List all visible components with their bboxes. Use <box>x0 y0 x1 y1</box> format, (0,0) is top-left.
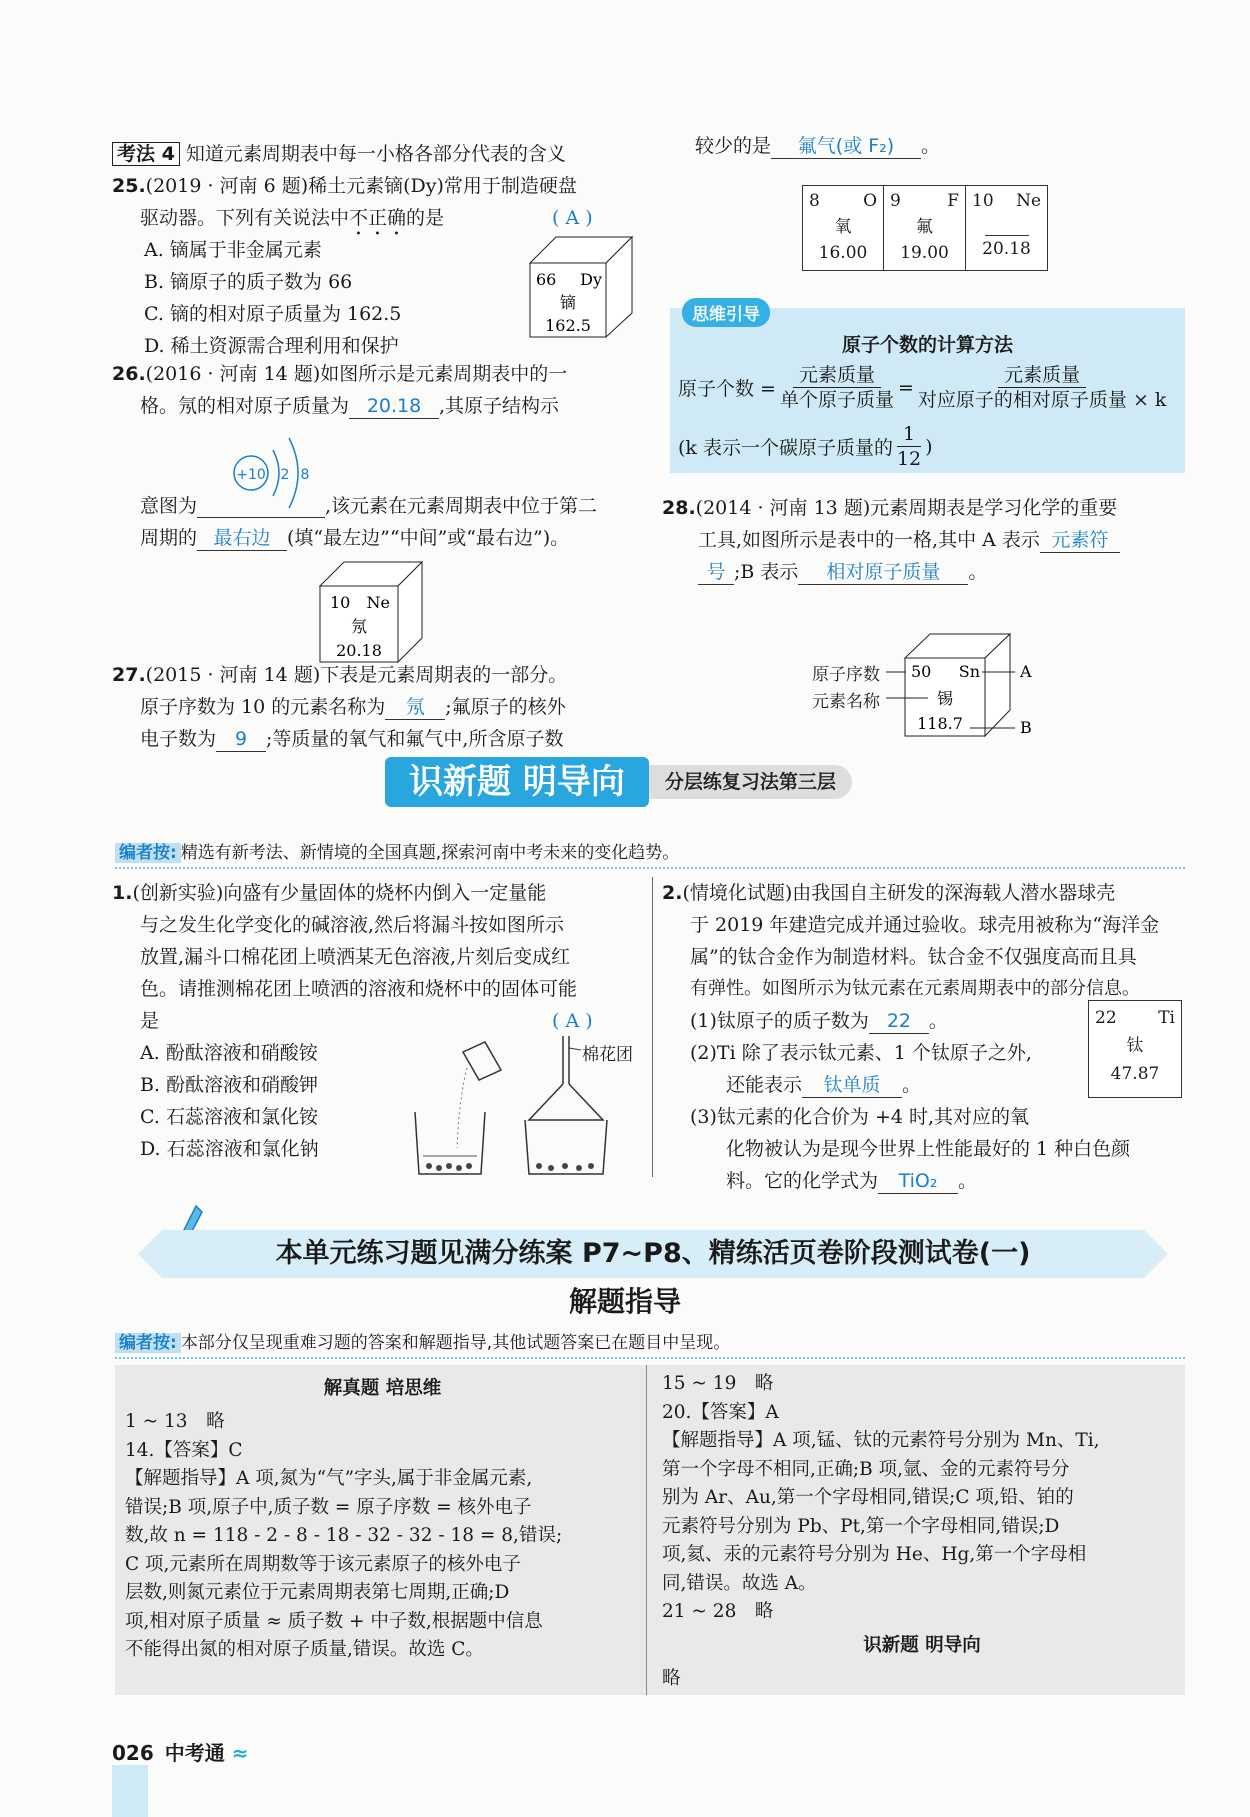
guide-line: 20.【答案】A <box>662 1401 779 1423</box>
equals-sign: = <box>897 376 914 399</box>
guide-title: 原子个数的计算方法 <box>841 334 1013 356</box>
cell-name: 镝 <box>559 293 577 312</box>
guide-right <box>662 1370 1182 1693</box>
answer-blank: 9 <box>216 727 266 752</box>
question-text: 工具,如图所示是表中的一格,其中 A 表示 <box>698 529 1040 551</box>
page-number: 026 <box>112 1741 154 1765</box>
cell-number: 66 <box>536 270 557 289</box>
numerator: 1 <box>897 422 921 447</box>
option: A. 酚酞溶液和硝酸铵 <box>140 1042 318 1064</box>
question-text: 。 <box>902 1074 922 1096</box>
answer-bracket: ( A ) <box>552 1010 593 1032</box>
question-text: 电子数为 <box>140 728 217 750</box>
element-cell-ti <box>1088 1000 1182 1098</box>
option: C. 石蕊溶液和氯化铵 <box>140 1106 318 1128</box>
guide-line: 数,故 n = 118 - 2 - 8 - 18 - 32 - 32 - 18 = 8,错误; <box>125 1525 563 1546</box>
shell-electrons-1: 2 <box>280 467 290 483</box>
answer-bracket: ( A ) <box>552 207 593 229</box>
note-tag: 编者按: <box>115 843 181 863</box>
question-number: 27. <box>112 664 146 686</box>
brand-name: 中考通 <box>164 1741 225 1765</box>
cell-number: 22 <box>1095 1008 1117 1028</box>
cell-mass: 118.7 <box>917 714 963 733</box>
question-text: 有弹性。如图所示为钛元素在元素周期表中的部分信息。 <box>690 978 1140 999</box>
column-divider <box>646 1365 647 1695</box>
question-number: 25. <box>112 175 146 197</box>
cell-symbol: Dy <box>580 270 602 289</box>
cell-number: 50 <box>911 662 932 681</box>
answer-blank: 氟气(或 F₂) <box>771 134 921 159</box>
nucleus-charge: +10 <box>236 467 266 483</box>
question-text: 。 <box>968 561 988 583</box>
option: D. 石蕊溶液和氯化钠 <box>140 1138 319 1160</box>
numerator: 元素质量 <box>793 363 881 388</box>
banner-subtitle: 分层练复习法第三层 <box>649 765 852 799</box>
question-text: 驱动器。下列有关说法中 <box>140 207 350 229</box>
pointer-b-label: B <box>1020 718 1032 737</box>
question-text: 较少的是 <box>695 135 772 157</box>
answer-blank: 钛单质 <box>802 1073 902 1098</box>
cell-name: 钛 <box>1126 1036 1144 1056</box>
guide-heading: 解真题 培思维 <box>323 1378 442 1399</box>
column-divider <box>652 877 653 1177</box>
question-text: 。 <box>958 1170 978 1192</box>
editor-note <box>115 838 679 863</box>
q27 <box>112 659 642 755</box>
option: D. 稀土资源需合理利用和保护 <box>144 335 399 357</box>
question-text: (填“最左边”“中间”或“最右边”)。 <box>287 527 570 549</box>
cell-mass: 20.18 <box>982 239 1031 259</box>
question-text: 放置,漏斗口棉花团上喷洒某无色溶液,片刻后变成红 <box>140 946 571 968</box>
question-number: 26. <box>112 363 146 385</box>
question-text: 原子序数为 10 的元素名称为 <box>140 696 386 718</box>
question-number: 28. <box>662 497 696 519</box>
answer-blank: 22 <box>869 1009 929 1034</box>
answer-blank-diagram <box>197 496 325 518</box>
cell-symbol: O <box>863 191 877 211</box>
cell-mass: 19.00 <box>900 243 949 263</box>
cell-number: 9 <box>890 191 901 211</box>
question-text: 是 <box>140 1010 160 1032</box>
cell-mass: 47.87 <box>1110 1064 1160 1084</box>
cell-number: 8 <box>809 191 820 211</box>
q28 <box>662 492 1187 588</box>
cell-symbol: Ne <box>1016 191 1041 211</box>
question-text: ;等质量的氧气和氟气中,所含原子数 <box>266 728 564 750</box>
answer-blank: 氖 <box>385 695 445 720</box>
figure-label-cotton: 棉花团 <box>582 1045 633 1065</box>
question-text: (创新实验)向盛有少量固体的烧杯内倒入一定量能 <box>132 882 547 904</box>
emphasis-text: 不正确 <box>349 207 407 229</box>
note-text: 精选有新考法、新情境的全国真题,探索河南中考未来的变化趋势。 <box>180 843 680 863</box>
guide-line: 第一个字母不相同,正确;B 项,氩、金的元素符号分 <box>662 1458 1070 1480</box>
guide-line: 略 <box>662 1667 681 1689</box>
option: B. 酚酞溶液和硝酸钾 <box>140 1074 319 1096</box>
cell-name: 氟 <box>916 217 933 237</box>
question-text: 。 <box>921 135 941 157</box>
question-text: (2019 · 河南 6 题)稀土元素镝(Dy)常用于制造硬盘 <box>145 175 577 197</box>
unit-banner-text: 本单元练习题见满分练案 P7~P8、精练活页卷阶段测试卷(一) <box>275 1238 1031 1269</box>
guide-line: 项,相对原子质量 ≈ 质子数 + 中子数,根据题中信息 <box>125 1610 543 1632</box>
element-cell-dy <box>528 235 636 340</box>
guide-line: 【解题指导】A 项,氮为“气”字头,属于非金属元素, <box>125 1468 533 1489</box>
fraction-1 <box>780 363 894 412</box>
denominator: 单个原子质量 <box>779 389 894 411</box>
divider <box>115 1357 1185 1359</box>
label-element-name: 元素名称 <box>812 692 880 712</box>
cell-mass: 20.18 <box>336 641 382 660</box>
question-text: ,该元素在元素周期表中位于第二 <box>325 495 598 517</box>
note-text: (k 表示一个碳原子质量的 <box>678 437 893 459</box>
question-text: 还能表示 <box>726 1074 803 1096</box>
pointer-a-label: A <box>1020 662 1032 681</box>
question-text: ;氟原子的核外 <box>445 696 566 718</box>
question-text: (2015 · 河南 14 题)下表是元素周期表的一部分。 <box>145 664 568 686</box>
element-cell-ne <box>318 560 426 665</box>
guide-line: 层数,则氮元素位于元素周期表第七周期,正确;D <box>125 1582 510 1603</box>
kaofa-tag: 考法 4 <box>112 142 180 166</box>
question-text: 色。请推测棉花团上喷洒的溶液和烧杯中的固体可能 <box>140 978 578 1000</box>
cell-number: 10 <box>972 191 994 211</box>
cell-symbol: Ti <box>1158 1008 1175 1028</box>
answer-blank: 元素符 <box>1040 528 1120 553</box>
guide-line: 别为 Ar、Au,第一个字母相同,错误;C 项,铅、铂的 <box>662 1487 1074 1508</box>
question-text: 料。它的化学式为 <box>726 1170 879 1192</box>
cell-mass: 16.00 <box>818 243 868 263</box>
blank-name <box>985 214 1029 236</box>
guide-badge: 思维引导 <box>682 298 770 327</box>
option: C. 镝的相对原子质量为 162.5 <box>144 303 402 325</box>
guide-line: 21 ~ 28 略 <box>662 1601 774 1622</box>
label-atomic-number: 原子序数 <box>812 665 880 685</box>
guide-heading: 识新题 明导向 <box>863 1634 981 1656</box>
option: A. 镝属于非金属元素 <box>144 239 322 261</box>
divider <box>115 867 1185 869</box>
guide-line: 同,错误。故选 A。 <box>662 1572 817 1594</box>
question-text: (2016 · 河南 14 题)如图所示是元素周期表中的一 <box>145 363 568 385</box>
question-text: (2014 · 河南 13 题)元素周期表是学习化学的重要 <box>695 497 1118 519</box>
guide-line: 15 ~ 19 略 <box>662 1373 774 1394</box>
table-cell <box>884 185 966 271</box>
fraction-2 <box>918 363 1167 412</box>
question-text: 意图为 <box>140 495 198 517</box>
question-text: 化物被认为是现今世界上性能最好的 1 种白色颜 <box>726 1138 1131 1160</box>
guide-left <box>125 1370 640 1665</box>
wave-icon: ≈ <box>231 1741 249 1765</box>
answer-blank: 相对原子质量 <box>798 560 968 585</box>
note-text: ) <box>925 435 933 458</box>
cell-number: 10 <box>330 593 351 612</box>
section-banner <box>385 757 852 807</box>
fraction-1-12 <box>897 422 921 471</box>
guide-line: 项,氦、汞的元素符号分别为 He、Hg,第一个字母相 <box>662 1544 1087 1565</box>
cell-symbol: Sn <box>958 662 980 681</box>
question-number: 2. <box>662 882 683 904</box>
answer-blank: TiO₂ <box>878 1169 958 1194</box>
shell-electrons-2: 8 <box>300 467 310 483</box>
question-text: ;B 表示 <box>734 561 799 583</box>
denominator: 对应原子的相对原子质量 × k <box>917 389 1167 411</box>
question-text: ,其原子结构示 <box>439 395 560 417</box>
question-text: 周期的 <box>140 527 198 549</box>
numerator: 元素质量 <box>998 363 1086 388</box>
question-text: 与之发生化学变化的碱溶液,然后将漏斗按如图所示 <box>140 914 565 936</box>
formula <box>678 363 1170 412</box>
cell-symbol: Ne <box>366 593 390 612</box>
editor-note <box>115 1328 730 1353</box>
banner-title: 识新题 明导向 <box>385 757 649 807</box>
guide-line: C 项,元素所在周期数等于该元素原子的核外电子 <box>125 1553 521 1575</box>
formula-note <box>678 422 933 471</box>
page-footer <box>112 1737 248 1766</box>
question-text: 的是 <box>406 207 445 229</box>
answer-blank: 20.18 <box>349 394 439 419</box>
question-text: (3)钛元素的化合价为 +4 时,其对应的氧 <box>690 1106 1030 1128</box>
footer-tab <box>112 1765 148 1817</box>
cell-symbol: F <box>947 191 959 211</box>
denominator: 12 <box>896 448 922 470</box>
guide-line: 错误;B 项,原子中,质子数 = 原子序数 = 核外电子 <box>125 1496 532 1518</box>
table-cell <box>802 185 884 271</box>
question-text: 格。氖的相对原子质量为 <box>140 395 350 417</box>
question-text: 于 2019 年建造完成并通过验收。球壳用被称为“海洋金 <box>690 914 1160 936</box>
question-text: 属”的钛合金作为制造材料。钛合金不仅强度高而且具 <box>690 946 1137 968</box>
cell-name: 氧 <box>834 217 852 237</box>
q26 <box>112 358 642 422</box>
guide-line: 1 ~ 13 略 <box>125 1411 225 1432</box>
option: B. 镝原子的质子数为 66 <box>144 271 353 293</box>
table-cell <box>966 185 1048 271</box>
answer-blank: 号 <box>698 560 734 585</box>
guide-line: 14.【答案】C <box>125 1439 243 1461</box>
question-text: 。 <box>928 1010 948 1032</box>
cell-mass: 162.5 <box>545 316 591 335</box>
cell-name: 氖 <box>350 617 368 636</box>
formula-lhs: 原子个数 = <box>678 378 776 400</box>
guide-line: 不能得出氮的相对原子质量,错误。故选 C。 <box>125 1639 484 1660</box>
answer-blank: 最右边 <box>197 526 287 551</box>
note-text: 本部分仅呈现重难习题的答案和解题指导,其他试题答案已在题目中呈现。 <box>180 1333 731 1353</box>
guide-title: 解题指导 <box>568 1285 681 1318</box>
question-text: (情境化试题)由我国自主研发的深海载人潜水器球壳 <box>682 882 1116 904</box>
guide-line: 【解题指导】A 项,锰、钛的元素符号分别为 Mn、Ti, <box>662 1430 1100 1451</box>
cell-name: 锡 <box>936 689 954 708</box>
thinking-guide-box <box>670 305 1185 473</box>
question-number: 1. <box>112 882 133 904</box>
question-text: (2)Ti 除了表示钛元素、1 个钛原子之外, <box>690 1042 1032 1064</box>
periodic-table-strip <box>802 185 1048 271</box>
question-text: (1)钛原子的质子数为 <box>690 1010 869 1032</box>
note-tag: 编者按: <box>115 1333 181 1353</box>
guide-line: 元素符号分别为 Pb、Pt,第一个字母相同,错误;D <box>662 1515 1060 1537</box>
kaofa-text: 知道元素周期表中每一小格各部分代表的含义 <box>185 143 566 165</box>
